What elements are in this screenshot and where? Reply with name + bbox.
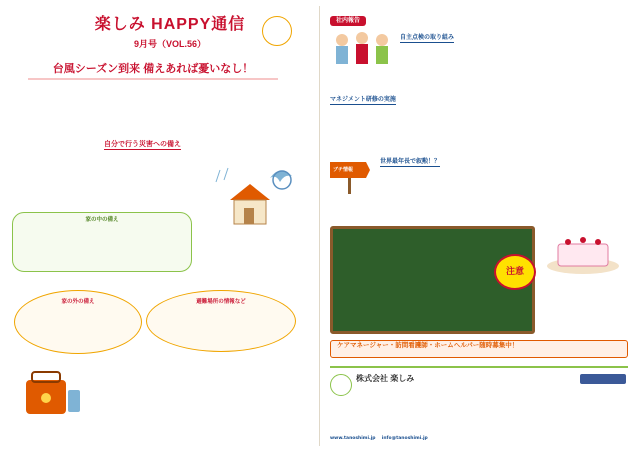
heading-management-training: マネジメント研修の実施 bbox=[330, 96, 396, 105]
door-icon bbox=[244, 208, 254, 224]
person-head-icon bbox=[356, 32, 368, 44]
emergency-bag-illustration bbox=[18, 362, 88, 422]
facebook-icon[interactable] bbox=[580, 374, 626, 384]
person-body-icon bbox=[356, 44, 368, 64]
trivia-label: ブチ情報 bbox=[330, 166, 356, 175]
cake-icon bbox=[558, 244, 608, 266]
emergency-bag-list bbox=[120, 356, 306, 357]
shelter-info-title: 避難場所の情報など bbox=[196, 299, 246, 305]
person-head-icon bbox=[376, 34, 388, 46]
section-tag-company-report: 社内報告 bbox=[330, 16, 366, 26]
recruitment-banner[interactable] bbox=[330, 340, 628, 358]
heading-world-oldest: 世界最年長で叙勲！？ bbox=[380, 158, 440, 167]
section-heading-self-prep: 自分で行う災害への備え bbox=[104, 140, 181, 150]
company-url-link[interactable]: www.tanoshimi.jp bbox=[330, 436, 376, 441]
info-signpost-illustration bbox=[328, 158, 372, 194]
water-bottle-icon bbox=[68, 390, 80, 412]
home-prep-title: 家の中の備え bbox=[85, 217, 119, 223]
date-bubble bbox=[262, 16, 292, 46]
caution-badge: 注意 bbox=[494, 254, 536, 290]
shelter-info-box bbox=[146, 290, 296, 352]
roof-icon bbox=[230, 184, 270, 200]
company-footer bbox=[330, 366, 628, 446]
person-head-icon bbox=[336, 34, 348, 46]
person-body-icon bbox=[336, 46, 348, 64]
newsletter-right-page bbox=[320, 0, 640, 453]
rain-icon bbox=[216, 170, 220, 182]
company-contact bbox=[330, 436, 628, 442]
issue-number: 9月号（VOL.56） bbox=[133, 38, 207, 49]
heading-self-inspection: 自主点検の取り組み bbox=[400, 34, 454, 43]
masthead bbox=[70, 14, 270, 52]
strawberry-icon bbox=[580, 237, 586, 243]
company-logo-icon bbox=[330, 374, 352, 396]
outside-prep-box bbox=[14, 290, 142, 354]
staff-group-illustration bbox=[328, 26, 396, 76]
flashlight-icon bbox=[41, 393, 51, 403]
person-body-icon bbox=[376, 46, 388, 64]
newsletter-title: 楽しみ HAPPY通信 bbox=[94, 16, 246, 33]
headline-rule bbox=[28, 78, 278, 80]
company-name: 株式会社 楽しみ bbox=[356, 374, 415, 383]
home-prep-box bbox=[12, 212, 192, 272]
recruitment-title: ケアマネージャー・訪問看護師・ホームヘルパー随時募集中！ bbox=[337, 342, 519, 349]
strawberry-icon bbox=[565, 239, 571, 245]
outside-prep-title: 家の外の備え bbox=[61, 299, 95, 305]
company-email-link[interactable]: info@tanoshimi.jp bbox=[381, 436, 428, 441]
rain-icon bbox=[224, 168, 228, 180]
headline: 台風シーズン到来 備えあれば憂いなし！ bbox=[52, 63, 254, 75]
typhoon-house-illustration bbox=[210, 160, 305, 230]
puzzle-cake-illustration bbox=[538, 226, 628, 278]
strawberry-icon bbox=[595, 239, 601, 245]
